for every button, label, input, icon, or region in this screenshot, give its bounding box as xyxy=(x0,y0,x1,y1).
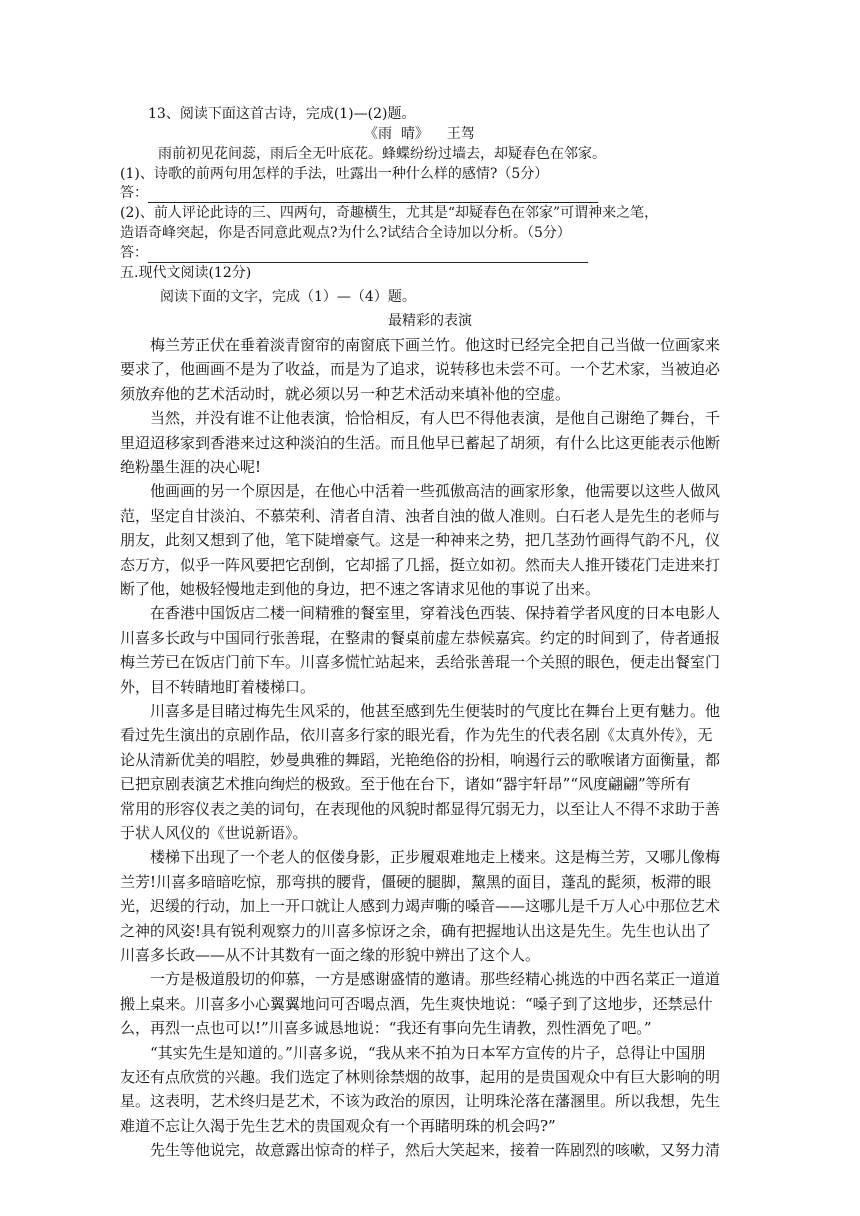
reading-instruction: 阅读下面的文字，完成（1）—（4）题。 xyxy=(160,289,416,305)
article-line: 须放弃他的艺术活动时，就必须以另一种艺术活动来填补他的空虚。 xyxy=(120,385,571,403)
question-13-1: (1)、诗歌的前两句用怎样的手法，吐露出一种什么样的感情?（5分） xyxy=(120,166,549,182)
answer-label: 答： xyxy=(120,245,148,261)
article-line: 川喜多长政——从不计其数有一面之缘的形貌中辨出了这个人。 xyxy=(120,946,541,964)
question-13-intro: 13、阅读下面这首古诗，完成(1)—(2)题。 xyxy=(148,106,416,122)
article-line: 于状人风仪的《世说新语》。 xyxy=(120,824,308,842)
poem-title: 《雨 晴》 王驾 xyxy=(364,126,475,142)
article-line: 星。这表明，艺术终归是艺术，不该为政治的原因，让明珠沦落在藩溷里。所以我想，先生 xyxy=(120,1092,721,1110)
answer-label: 答： xyxy=(120,185,148,201)
article-line: 论从清新优美的唱腔，妙曼典雅的舞蹈，光艳绝俗的扮相，响遏行云的歌喉诸方面衡量，都 xyxy=(120,751,721,769)
article-line: 要求了，他画画不是为了收益，而是为了追求，说转移也未尝不可。一个艺术家，当被迫必 xyxy=(120,360,721,378)
article-line: 已把京剧表演艺术推向绚烂的极致。至于他在台下，诸如“器宇轩昂”“风度翩翩”等所有 xyxy=(120,775,691,793)
article-line: 先生等他说完，故意露出惊奇的样子，然后大笑起来，接着一阵剧烈的咳嗽，又努力清 xyxy=(150,1141,721,1159)
article-line: 朋友，此刻又想到了他，笔下陡增豪气。这是一种神来之势，把几茎劲竹画得气韵不凡，仪 xyxy=(120,531,721,549)
article-line: 兰芳!川喜多暗暗吃惊，那弯拱的腰背，僵硬的腿脚，黧黑的面目，蓬乱的髭须，板滞的眼 xyxy=(120,873,712,891)
article-line: 么，再烈一点也可以!”川喜多诚恳地说：“我还有事向先生请教，烈性酒免了吧。” xyxy=(120,1019,652,1037)
article-line: 他画画的另一个原因是，在他心中活着一些孤傲高洁的画家形象，他需要以这些人做风 xyxy=(150,482,721,500)
article-line: 绝粉墨生涯的决心呢! xyxy=(120,458,262,476)
article-line: 范，坚定自甘淡泊、不慕荣利、清者自清、浊者自浊的做人准则。白石老人是先生的老师与 xyxy=(120,507,721,525)
article-line: 常用的形容仪表之美的词句，在表现他的风貌时都显得冗弱无力，以至让人不得不求助于善 xyxy=(120,800,721,818)
article-line: 难道不忘让久渴于先生艺术的贵国观众有一个再睹明珠的机会吗?” xyxy=(120,1117,556,1135)
article-line: 看过先生演出的京剧作品，依川喜多行家的眼光看，作为先生的代表名剧《太真外传》，无 xyxy=(120,726,713,744)
article-line: 川喜多是目睹过梅先生风采的，他甚至感到先生便装时的气度比在舞台上更有魅力。他 xyxy=(150,702,721,720)
article-line: 之神的风姿!具有锐利观察力的川喜多惊讶之余，确有把握地认出这是先生。先生也认出了 xyxy=(120,922,712,940)
article-line: 在香港中国饭店二楼一间精雅的餐室里，穿着浅色西装、保持着学者风度的日本电影人 xyxy=(150,604,721,622)
answer-rule xyxy=(148,248,588,263)
article-line: “其实先生是知道的。”川喜多说，“我从来不拍为日本军方宣传的片子，总得让中国朋 xyxy=(150,1044,706,1062)
article-line: 当然，并没有谁不让他表演，恰恰相反，有人巴不得他表演，是他自己谢绝了舞台，千 xyxy=(150,409,721,427)
answer-line-1 xyxy=(120,183,598,203)
article-line: 外，目不转睛地盯着楼梯口。 xyxy=(120,678,316,696)
question-13-2-line-1: (2)、前人评论此诗的三、四两句，奇趣横生，尤其是“却疑春色在邻家”可谓神来之笔， xyxy=(120,205,659,221)
article-line: 态万方，似乎一阵风要把它刮倒，它却摇了几摇，挺立如初。然而夫人推开镂花门走进来打 xyxy=(120,556,721,574)
article-line: 川喜多长政与中国同行张善琨，在整肃的餐桌前虚左恭候嘉宾。约定的时间到了，侍者通报 xyxy=(120,629,721,647)
article-title: 最精彩的表演 xyxy=(388,313,472,329)
answer-line-2 xyxy=(120,243,588,263)
answer-rule xyxy=(148,188,598,203)
section-heading: 五.现代文阅读(12分) xyxy=(120,265,252,281)
article-line: 梅兰芳已在饭店门前下车。川喜多慌忙站起来，丢给张善琨一个关照的眼色，便走出餐室门 xyxy=(120,653,721,671)
article-line: 友还有点欣赏的兴趣。我们选定了林则徐禁烟的故事，起用的是贵国观众中有巨大影响的明 xyxy=(120,1068,721,1086)
article-line: 梅兰芳正伏在垂着淡青窗帘的南窗底下画兰竹。他这时已经完全把自己当做一位画家来 xyxy=(150,336,721,354)
article-line: 楼梯下出现了一个老人的伛偻身影，正步履艰难地走上楼来。这是梅兰芳，又哪儿像梅 xyxy=(150,848,721,866)
article-line: 一方是极道殷切的仰慕，一方是感谢盛情的邀请。那些经精心挑选的中西名菜正一道道 xyxy=(150,970,721,988)
question-13-2-line-2: 造语奇峰突起，你是否同意此观点?为什么?试结合全诗加以分析。（5分） xyxy=(120,225,571,241)
article-line: 里迢迢移家到香港来过这种淡泊的生活。而且他早已蓄起了胡须，有什么比这更能表示他断 xyxy=(120,434,721,452)
article-line: 断了他，她极轻慢地走到他的身边，把不速之客请求见他的事说了出来。 xyxy=(120,580,601,598)
article-line: 光，迟缓的行动，加上一开口就让人感到力竭声嘶的嗓音——这哪儿是千万人心中那位艺术 xyxy=(120,897,721,915)
poem-text: 雨前初见花间蕊，雨后全无叶底花。蜂蝶纷纷过墙去，却疑春色在邻家。 xyxy=(158,146,606,162)
article-line: 搬上桌来。川喜多小心翼翼地问可否喝点酒，先生爽快地说：“嗓子到了这地步，还禁忌什 xyxy=(120,995,713,1013)
